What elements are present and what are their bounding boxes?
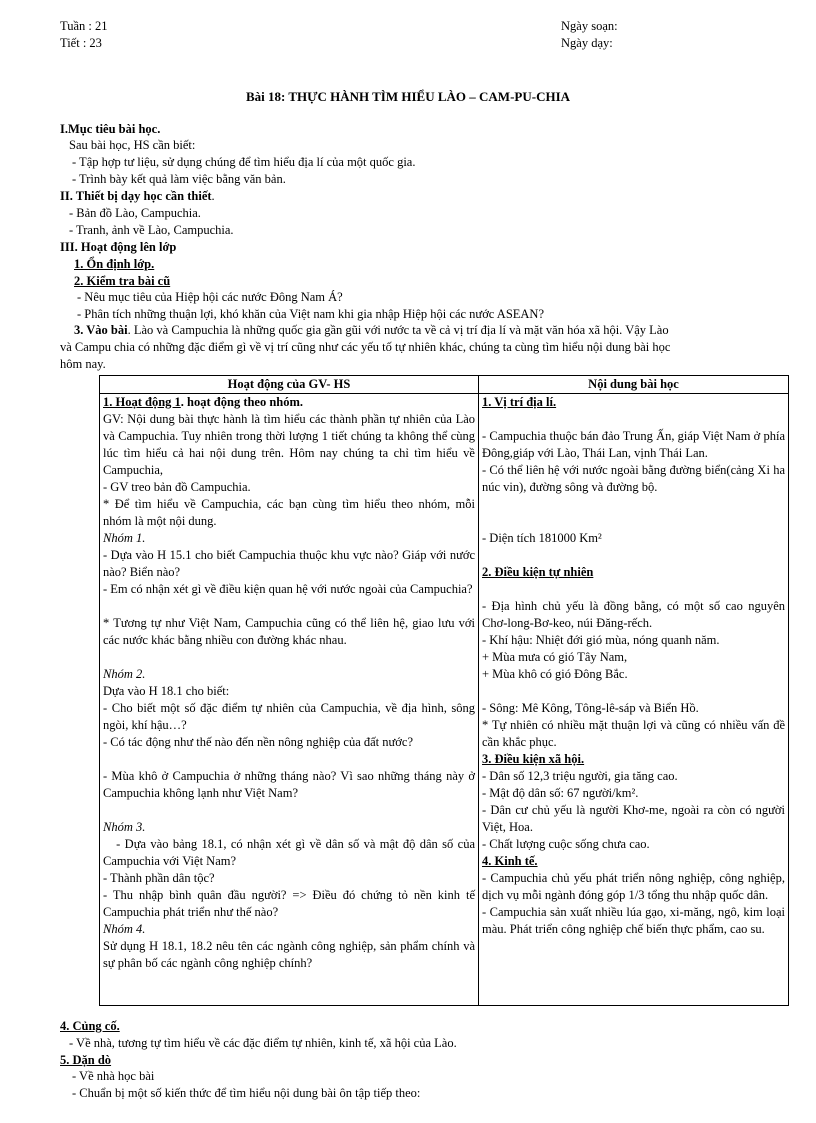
group3-question: - Thu nhập bình quân đầu người? => Điều đó chứng tỏ nền kinh tế Campuchia phát triển như thế nào? (103, 888, 475, 919)
section5-heading: 5. Dặn dò (60, 1053, 112, 1067)
content-item: + Mùa mưa có gió Tây Nam, (482, 650, 628, 664)
gv-groups: * Để tìm hiểu về Campuchia, các bạn cùng tìm hiểu theo nhóm, mỗi nhóm là một nội dung. (103, 497, 475, 528)
content-heading-nature: 2. Điều kiện tự nhiên (482, 565, 594, 579)
group4-question: Sử dụng H 18.1, 18.2 nêu tên các ngành công nghiệp, sản phẩm chính và sự phân bố các ngành công nghiệp chính? (103, 939, 475, 970)
step2-heading: 2. Kiểm tra bài cũ (74, 274, 171, 288)
group2-question: - Mùa khô ở Campuchia ở những tháng nào? Vì sao những tháng này ở Campuchia không lạnh như Việt Nam? (103, 769, 475, 800)
activity1-label: 1. Hoạt động 1 (103, 395, 181, 409)
step1-heading: 1. Ổn định lớp. (74, 257, 155, 271)
section4-text: - Về nhà, tương tự tìm hiểu về các đặc điểm tự nhiên, kinh tế, xã hội của Lào. (69, 1036, 457, 1050)
content-heading-economy: 4. Kinh tế. (482, 854, 538, 868)
gv-map: - GV treo bản đồ Campuchia. (103, 480, 251, 494)
content-heading-society: 3. Điều kiện xã hội. (482, 752, 585, 766)
group4-label: Nhóm 4. (103, 922, 146, 936)
section5-item: - Chuẩn bị một số kiến thức để tìm hiểu nội dung bài ôn tập tiếp theo: (72, 1086, 421, 1100)
spacer (103, 649, 475, 666)
step3-line-2: và Campu chia có những đặc điểm gì về vị trí cũng như các yếu tố tự nhiên khác, chúng ta cùng tìm hiểu nội dung bài học (60, 340, 671, 354)
group2-label: Nhóm 2. (103, 667, 146, 681)
section2-item: - Tranh, ảnh về Lào, Campuchia. (69, 223, 234, 237)
content-item: - Dân cư chủ yếu là người Khơ-me, ngoài ra còn có người Việt, Hoa. (482, 803, 785, 834)
section2-heading-text: II. Thiết bị dạy học cần thiết (60, 189, 212, 203)
content-item: - Campuchia sản xuất nhiều lúa gạo, xi-măng, ngô, kim loại màu. Phát triển công nghiệp chế biến thực phẩm, cao su. (482, 905, 785, 936)
content-item: - Chất lượng cuộc sống chưa cao. (482, 837, 650, 851)
group2-question: - Cho biết một số đặc điểm tự nhiên của Campuchia, về địa hình, sông ngòi, khí hậu…? (103, 701, 475, 732)
content-item: * Tự nhiên có nhiều mặt thuận lợi và cũng có nhiều vấn đề cần khắc phục. (482, 718, 785, 749)
content-item: - Địa hình chủ yếu là đồng bằng, có một số cao nguyên Chơ-long-Bơ-keo, núi Đăng-rếch. (482, 599, 785, 630)
activity1-suffix: . hoạt động theo nhóm. (180, 395, 304, 409)
spacer (482, 683, 785, 700)
content-item: - Sông: Mê Kông, Tông-lê-sáp và Biển Hồ. (482, 701, 699, 715)
step3-text-1: . Lào và Campuchia là những quốc gia gần gũi với nước ta về cả vị trí địa lí và mặt văn hóa xã hội. Vậy Lào (127, 323, 669, 337)
page-title: Bài 18: THỰC HÀNH TÌM HIỂU LÀO – CAM-PU-CHIA (245, 89, 571, 104)
spacer (482, 513, 785, 530)
step3-paragraph (60, 322, 797, 373)
spacer (482, 411, 785, 428)
activity1-heading (103, 394, 475, 411)
step2-item: - Phân tích những thuận lợi, khó khăn của Việt nam khi gia nhập Hiệp hội các nước ASEAN? (77, 307, 545, 321)
spacer (103, 802, 475, 819)
group3-label: Nhóm 3. (103, 820, 146, 834)
group2-question: - Có tác động như thế nào đến nền nông nghiệp của đất nước? (103, 735, 414, 749)
section5-item: - Về nhà học bài (72, 1069, 155, 1083)
period-label: Tiết : 23 (60, 36, 102, 50)
step3-line-1 (60, 322, 797, 339)
col-header-content: Nội dung bài học (479, 376, 789, 394)
content-item: - Diện tích 181000 Km² (482, 531, 602, 545)
content-item: - Khí hậu: Nhiệt đới gió mùa, nóng quanh năm. (482, 633, 720, 647)
col-header-activities: Hoạt động của GV- HS (100, 376, 479, 394)
group1-question: - Dựa vào H 15.1 cho biết Campuchia thuộc khu vực nào? Giáp với nước nào? Biển nào? (103, 548, 475, 579)
content-item: + Mùa khô có gió Đông Bắc. (482, 667, 628, 681)
section1-item: - Tập hợp tư liệu, sử dụng chúng để tìm hiểu địa lí của một quốc gia. (72, 155, 416, 169)
spacer (103, 751, 475, 768)
content-item: - Campuchia chủ yếu phát triển nông nghiệp, công nghiệp, dịch vụ mỗi ngành đóng góp 1/3 tổng thu nhập quốc dân. (482, 871, 785, 902)
group1-note: * Tương tự như Việt Nam, Campuchia cũng có thể liên hệ, giao lưu với các nước khác bằng nhiều con đường khác nhau. (103, 616, 475, 647)
section2-item: - Bản đồ Lào, Campuchia. (69, 206, 201, 220)
section4-heading: 4. Củng cố. (60, 1019, 120, 1033)
group3-question: - Dựa vào bảng 18.1, có nhận xét gì về dân số và mật độ dân số của Campuchia với Việt Nam? (103, 837, 479, 868)
spacer (103, 598, 475, 615)
content-heading-location: 1. Vị trí địa lí. (482, 395, 557, 409)
lesson-table (99, 375, 789, 1006)
spacer (482, 547, 785, 564)
step3-label: 3. Vào bài (74, 323, 128, 337)
content-item: - Có thể liên hệ với nước ngoài bằng đường biển(cảng Xi ha núc vin), đường sông và đường bộ. (482, 463, 785, 494)
content-cell (479, 394, 789, 1006)
content-item: - Campuchia thuộc bán đảo Trung Ấn, giáp Việt Nam ở phía Đông,giáp với Lào, Thái Lan, vịnh Thái Lan. (482, 429, 785, 460)
prep-date-label: Ngày soạn: (561, 19, 618, 33)
group1-question: - Em có nhận xét gì về điều kiện quan hệ với nước ngoài của Campuchia? (103, 582, 473, 596)
section3-heading: III. Hoạt động lên lớp (60, 240, 177, 254)
spacer (482, 581, 785, 598)
activities-cell (100, 394, 479, 1006)
gv-intro: GV: Nội dung bài thực hành là tìm hiểu các thành phần tự nhiên của Lào và Campuchia. Tuy nhiên trong thời lượng 1 tiết chúng ta không thể cùng lúc tìm hiểu cả hai nội dung trên. Hôm nay chúng ta chỉ tìm hiểu về Campuchia, (103, 412, 475, 477)
group2-intro: Dựa vào H 18.1 cho biết: (103, 684, 230, 698)
section1-item: - Trình bày kết quả làm việc bằng văn bản. (72, 172, 286, 186)
spacer (482, 496, 785, 513)
group1-label: Nhóm 1. (103, 531, 146, 545)
content-item: - Mật độ dân số: 67 người/km². (482, 786, 639, 800)
group3-question: - Thành phần dân tộc? (103, 871, 215, 885)
content-item: - Dân số 12,3 triệu người, gia tăng cao. (482, 769, 678, 783)
teach-date-label: Ngày dạy: (561, 36, 613, 50)
section1-intro: Sau bài học, HS cần biết: (69, 138, 196, 152)
week-label: Tuần : 21 (60, 19, 108, 33)
section1-heading: I.Mục tiêu bài học. (60, 122, 161, 136)
step2-item: - Nêu mục tiêu của Hiệp hội các nước Đông Nam Á? (77, 290, 343, 304)
section2-heading-suffix: . (211, 189, 215, 203)
step3-line-3: hôm nay. (60, 357, 106, 371)
section2-heading (60, 188, 215, 205)
